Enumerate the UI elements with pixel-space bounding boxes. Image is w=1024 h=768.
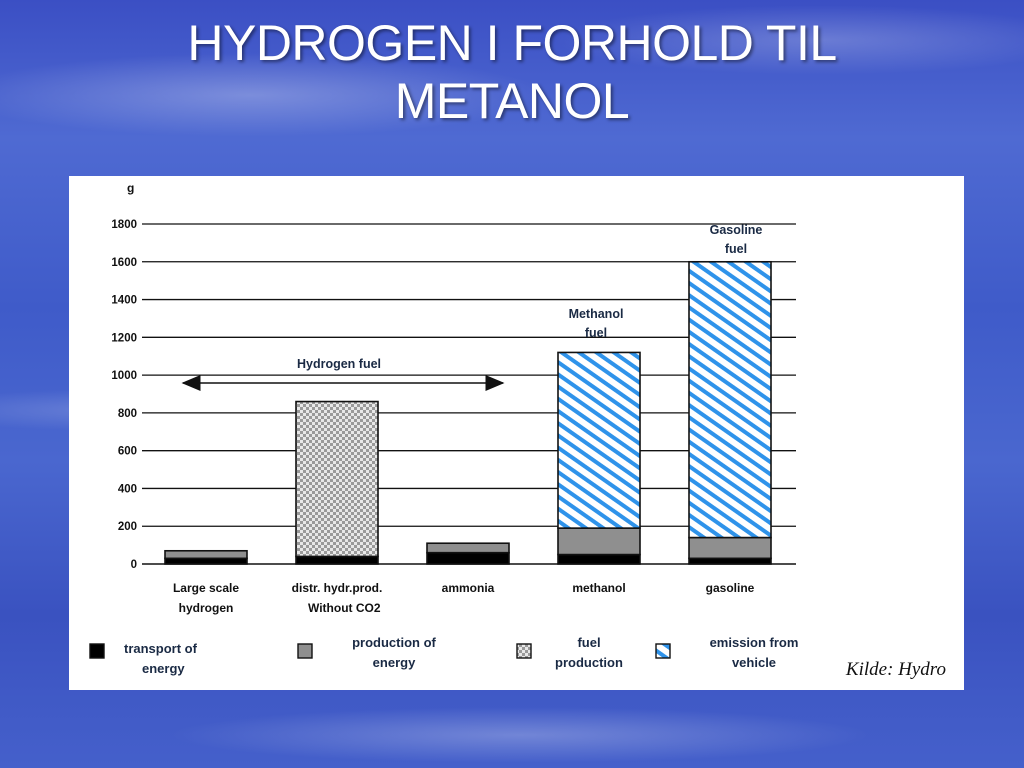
bar-segment-emission: [689, 262, 771, 538]
y-tick-label: 0: [130, 559, 137, 571]
source-label: Kilde: Hydro: [845, 659, 946, 680]
legend-label: vehicle: [731, 655, 777, 670]
y-tick-label: 1600: [111, 256, 137, 269]
y-axis-ticks: [111, 219, 137, 571]
y-tick-label: 1800: [111, 219, 137, 231]
y-tick-label: 1200: [111, 332, 137, 345]
stacked-bar-chart: [69, 176, 964, 690]
bar-segment-production: [165, 551, 247, 559]
bar-segment-transport: [558, 555, 640, 564]
y-tick-label: 800: [117, 407, 137, 420]
x-axis-labels: [173, 581, 755, 615]
legend-label: transport of: [124, 641, 197, 656]
bar-segment-transport: [689, 558, 771, 564]
legend-label: energy: [372, 655, 416, 670]
x-tick-label: distr. hydr.prod.: [291, 581, 383, 595]
legend-swatch: [517, 644, 531, 658]
bar-segment-transport: [427, 553, 509, 564]
bar-segment-transport: [296, 556, 378, 564]
bar-segment-production: [558, 528, 640, 554]
slide-title-line-2: METANOL: [394, 73, 630, 129]
x-tick-label: hydrogen: [178, 601, 234, 615]
y-tick-label: 1400: [111, 294, 137, 307]
y-tick-label: 400: [117, 483, 137, 496]
bar-segment-production: [689, 538, 771, 559]
bar-segment-fuel: [296, 402, 378, 557]
legend-swatch: [298, 644, 312, 658]
y-axis-label: g: [127, 181, 135, 195]
annotations: [183, 223, 762, 383]
slide-title: [0, 14, 1024, 130]
legend-label: energy: [142, 661, 185, 676]
chart-panel: [69, 176, 964, 690]
annotation-methanol-fuel: fuel: [584, 326, 608, 340]
legend-label: production: [555, 655, 623, 670]
bar-segment-production: [427, 543, 509, 552]
bar-segment-emission: [558, 352, 640, 528]
annotation-gasoline-fuel: Gasoline: [709, 223, 763, 237]
x-tick-label: gasoline: [705, 581, 755, 595]
legend-label: fuel: [577, 635, 601, 650]
y-tick-label: 1000: [111, 370, 137, 383]
legend-label: production of: [352, 635, 436, 650]
annotation-methanol-fuel: Methanol: [568, 307, 624, 321]
slide-title-line-1: HYDROGEN I FORHOLD TIL: [187, 15, 837, 71]
legend: [90, 635, 798, 676]
annotation-gasoline-fuel: fuel: [724, 242, 748, 256]
legend-swatch: [656, 644, 670, 658]
x-tick-label: Large scale: [172, 581, 240, 595]
y-tick-label: 600: [117, 445, 137, 458]
annotation-hydrogen-fuel: Hydrogen fuel: [296, 357, 382, 371]
bar-segment-transport: [165, 558, 247, 564]
x-tick-label: methanol: [572, 581, 626, 595]
x-tick-label: ammonia: [441, 581, 495, 595]
x-tick-label: Without CO2: [308, 601, 381, 615]
y-tick-label: 200: [117, 521, 137, 534]
legend-swatch: [90, 644, 104, 658]
legend-label: emission from: [709, 635, 799, 650]
